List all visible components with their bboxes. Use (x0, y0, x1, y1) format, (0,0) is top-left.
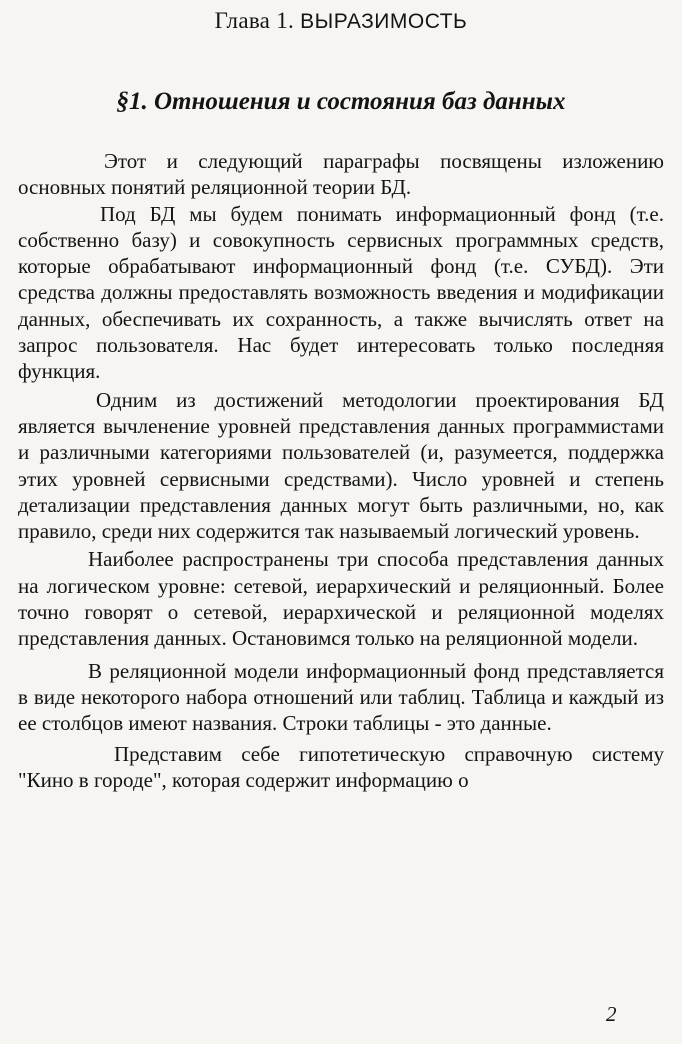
page-number: 2 (606, 1002, 617, 1026)
paragraph: Наиболее распространены три способа представления данных на логическом уровне: сетевой, иерархический и реляционный. Более точно говорят о сетевой, иерархической и реляционной моделях представления данных. Остановимся только на реляционной модели. (18, 547, 664, 651)
chapter-label: Глава 1. (214, 8, 295, 33)
chapter-name: ВЫРАЗИМОСТЬ (300, 10, 468, 33)
body-text (18, 148, 664, 793)
chapter-heading (0, 8, 682, 34)
paragraph: Одним из достижений методологии проектирования БД является вычленение уровней представления данных программистами и различными категориями пользователей (и, разумеется, поддержка этих уровней сервисными средствами). Число уровней и степень детализации представления данных могут быть различными, но, как правило, среди них содержится так называемый логический уровень. (18, 387, 664, 544)
paragraph: Этот и следующий параграфы посвящены изложению основных понятий реляционной теории БД. (18, 149, 664, 200)
section-title: §1. Отношения и состояния баз данных (116, 88, 566, 115)
paragraph: В реляционной модели информационный фонд представляется в виде некоторого набора отношений или таблиц. Таблица и каждый из ее столбцов имеют названия. Строки таблицы - это данные. (18, 658, 664, 736)
paragraph: Под БД мы будем понимать информационный фонд (т.е. собственно базу) и совокупность сервисных программных средств, которые обрабатывают информационный фонд (т.е. СУБД). Эти средства должны предоставлять возможность введения и модификации данных, обеспечивать их сохранность, а также вычислять ответ на запрос пользователя. Нас будет интересовать только последняя функция. (18, 201, 664, 384)
paragraph: Представим себе гипотетическую справочную систему "Кино в городе", которая содержит информацию о (18, 741, 664, 792)
